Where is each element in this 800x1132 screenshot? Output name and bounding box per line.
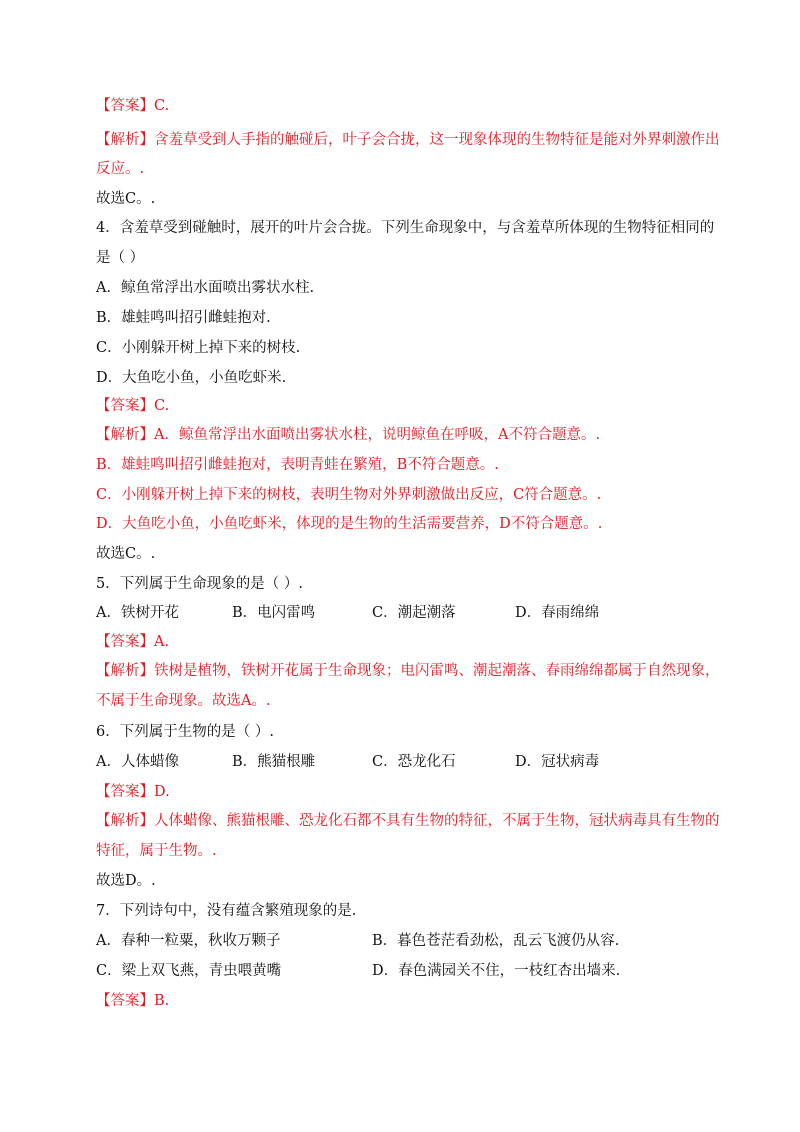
answer-tag: 【答案】 <box>96 784 154 800</box>
q7-option-a: A．春种一粒粟，秋收万颗子 <box>96 933 281 949</box>
q5-answer: A. <box>154 634 170 650</box>
q4-analysis-b: B．雄蛙鸣叫招引雌蛙抱对，表明青蛙在繁殖，B不符合题意。. <box>96 457 499 473</box>
q4-analysis-d: D．大鱼吃小鱼，小鱼吃虾米，体现的是生物的生活需要营养，D不符合题意。. <box>96 516 603 532</box>
q6-analysis-line1 <box>96 811 720 831</box>
q5-stem: 5．下列属于生命现象的是（ ）. <box>96 576 303 592</box>
q7-option-b: B．暮色苍茫看劲松，乱云飞渡仍从容. <box>372 933 620 949</box>
q5-option-c: C．潮起潮落 <box>372 605 456 621</box>
q7-stem: 7．下列诗句中，没有蕴含繁殖现象的是. <box>96 903 357 919</box>
q5-analysis-line1 <box>96 661 720 681</box>
q6-option-b: B．熊猫根雕 <box>232 754 316 770</box>
q4-stem-line1: 4．含羞草受到碰触时，展开的叶片会合拢。下列生命现象中，与含羞草所体现的生物特征相同的 <box>96 220 715 236</box>
q4-option-a: A．鲸鱼常浮出水面喷出雾状水柱. <box>96 280 315 296</box>
q5-option-b: B．电闪雷鸣 <box>232 605 316 621</box>
q3-conclusion: 故选C。. <box>96 191 156 207</box>
q7-option-d: D．春色满园关不住，一枝红杏出墙来. <box>372 963 621 979</box>
q6-option-d: D．冠状病毒 <box>515 754 600 770</box>
q6-conclusion: 故选D。. <box>96 873 156 889</box>
q4-option-b: B．雄蛙鸣叫招引雌蛙抱对. <box>96 310 271 326</box>
q4-analysis-a-text: A．鲸鱼常浮出水面喷出雾状水柱，说明鲸鱼在呼吸，A不符合题意。. <box>154 427 601 443</box>
analysis-tag: 【解析】 <box>96 663 154 679</box>
q7-answer-line <box>96 991 169 1011</box>
analysis-tag: 【解析】 <box>96 427 154 443</box>
q4-analysis-a <box>96 425 600 445</box>
answer-tag: 【答案】 <box>96 98 154 114</box>
q5-option-a: A．铁树开花 <box>96 605 179 621</box>
q3-analysis-line1 <box>96 130 720 150</box>
answer-tag: 【答案】 <box>96 398 154 414</box>
q3-analysis-line2: 反应。. <box>96 161 145 177</box>
q4-answer-line <box>96 396 169 416</box>
q4-option-d: D．大鱼吃小鱼，小鱼吃虾米. <box>96 370 287 386</box>
q5-answer-line <box>96 632 169 652</box>
q6-answer: D. <box>154 784 170 800</box>
q4-stem-line2: 是（ ） <box>96 250 145 266</box>
answer-tag: 【答案】 <box>96 634 154 650</box>
q6-option-a: A．人体蜡像 <box>96 754 179 770</box>
q5-analysis-line2: 不属于生命现象。故选A。. <box>96 693 271 709</box>
answer-tag: 【答案】 <box>96 993 154 1009</box>
q4-analysis-c: C．小刚躲开树上掉下来的树枝，表明生物对外界刺激做出反应，C符合题意。. <box>96 487 602 503</box>
q6-analysis-line2: 特征，属于生物。. <box>96 843 217 859</box>
q6-analysis-text1: 人体蜡像、熊猫根雕、恐龙化石都不具有生物的特征，不属于生物，冠状病毒具有生物的 <box>154 813 720 829</box>
analysis-tag: 【解析】 <box>96 132 154 148</box>
q5-analysis-text1: 铁树是植物，铁树开花属于生命现象；电闪雷鸣、潮起潮落、春雨绵绵都属于自然现象， <box>154 663 720 679</box>
q6-option-c: C．恐龙化石 <box>372 754 456 770</box>
analysis-tag: 【解析】 <box>96 813 154 829</box>
q5-option-d: D．春雨绵绵 <box>515 605 600 621</box>
q3-analysis-text1: 含羞草受到人手指的触碰后，叶子会合拢，这一现象体现的生物特征是能对外界刺激作出 <box>154 132 720 148</box>
q7-answer: B. <box>154 993 170 1009</box>
q3-answer-line <box>96 96 169 116</box>
q6-stem: 6．下列属于生物的是（ ）. <box>96 724 274 740</box>
q7-option-c: C．梁上双飞燕，青虫喂黄嘴 <box>96 963 282 979</box>
q4-option-c: C．小刚躲开树上掉下来的树枝. <box>96 340 301 356</box>
q3-answer: C. <box>154 98 170 114</box>
q4-conclusion: 故选C。. <box>96 546 156 562</box>
q4-answer: C. <box>154 398 170 414</box>
q6-answer-line <box>96 782 170 802</box>
